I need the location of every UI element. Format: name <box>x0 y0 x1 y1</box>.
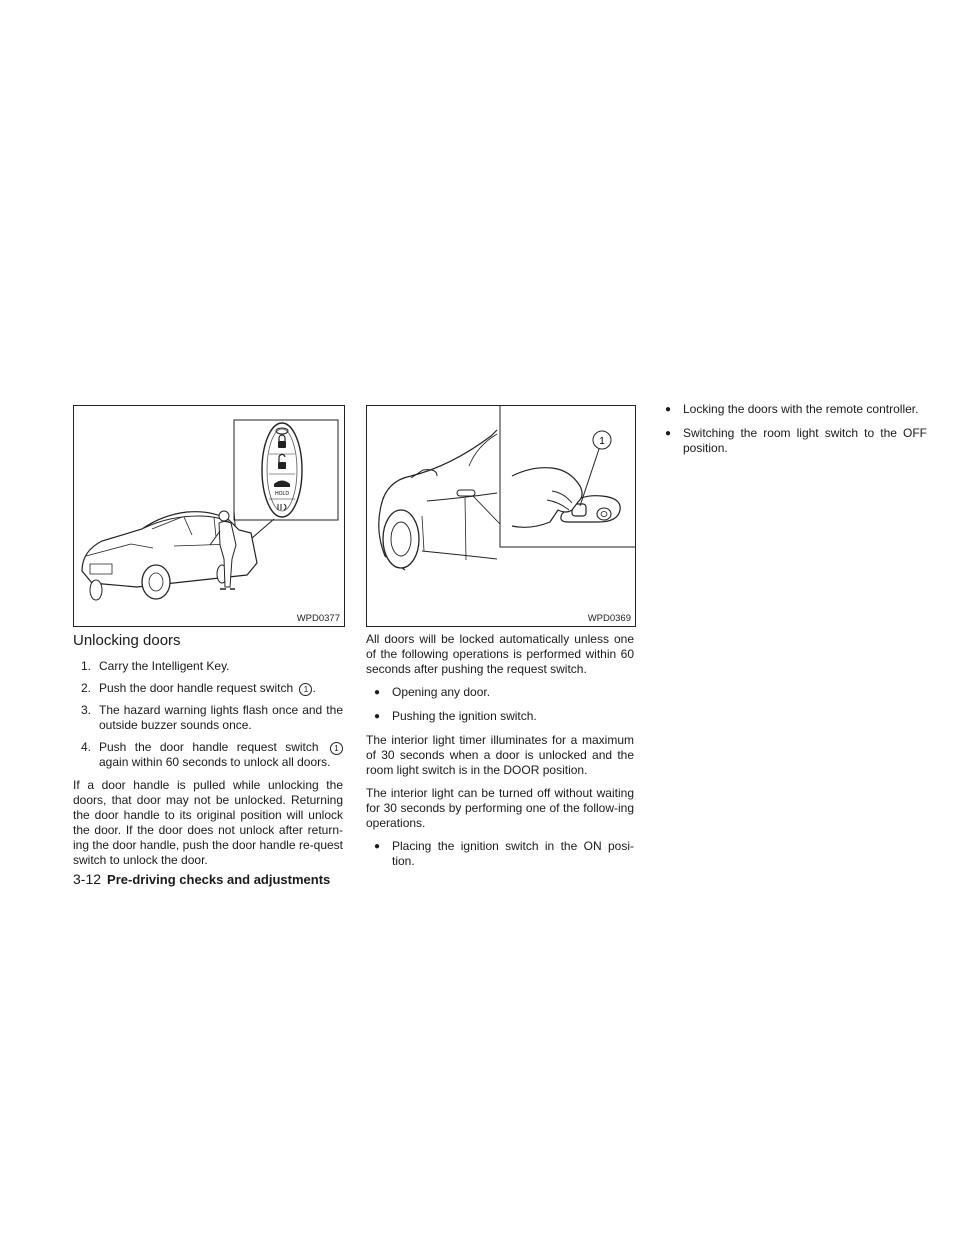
page-number: 3-12 <box>73 871 102 887</box>
body-paragraph: All doors will be locked automatically unless one of the following operations is performed within 60 seconds after pushing the request switch. <box>366 632 634 676</box>
column-2 <box>366 632 634 878</box>
bullet-list <box>366 839 634 869</box>
callout-ref: 1 <box>330 742 343 755</box>
door-handle-illustration <box>367 406 635 626</box>
figure-code: WPD0369 <box>587 613 631 624</box>
figure-door-handle <box>366 405 636 627</box>
list-item: ● Opening any door. <box>374 685 491 699</box>
callout-number: 1 <box>599 436 605 447</box>
body-paragraph: If a door handle is pulled while unlocking the doors, that door may not be unlocked. Returning the door handle to its original position will unlock the door. If the door does not unlock after return-ing the door handle, push the door handle re-quest switch to unlock the door. <box>73 778 343 867</box>
bullet-list <box>366 685 634 724</box>
list-item: 1. Carry the Intelligent Key. <box>81 659 230 673</box>
column-1 <box>73 632 343 876</box>
page-footer <box>73 871 330 888</box>
list-item: 3. The hazard warning lights flash once and the outside buzzer sounds once. <box>81 703 343 732</box>
figure-person-at-car <box>73 405 345 627</box>
list-item: ● Placing the ignition switch in the ON posi-tion. <box>374 839 634 868</box>
body-paragraph: The interior light can be turned off without waiting for 30 seconds by performing one of the follow-ing operations. <box>366 786 634 830</box>
list-item: ● Switching the room light switch to the OFF position. <box>665 426 927 455</box>
bullet-list <box>657 402 927 456</box>
section-title: Pre-driving checks and adjustments <box>107 872 331 887</box>
body-paragraph: The interior light timer illuminates for a maximum of 30 seconds when a door is unlocked and the room light switch is in the DOOR position. <box>366 733 634 777</box>
figure-code: WPD0377 <box>296 613 340 624</box>
fob-hold-label: HOLD <box>275 491 289 497</box>
column-3 <box>657 402 927 465</box>
car-illustration <box>74 406 344 626</box>
list-item: ● Pushing the ignition switch. <box>374 709 537 723</box>
list-item: 2. Push the door handle request switch 1 . <box>81 681 316 695</box>
callout-ref: 1 <box>299 683 312 696</box>
section-heading: Unlocking doors <box>73 632 181 649</box>
list-item: 4. Push the door handle request switch 1 again within 60 seconds to unlock all doors. <box>73 740 343 770</box>
list-item: ● Locking the doors with the remote controller. <box>665 402 919 416</box>
steps-list <box>73 659 343 770</box>
